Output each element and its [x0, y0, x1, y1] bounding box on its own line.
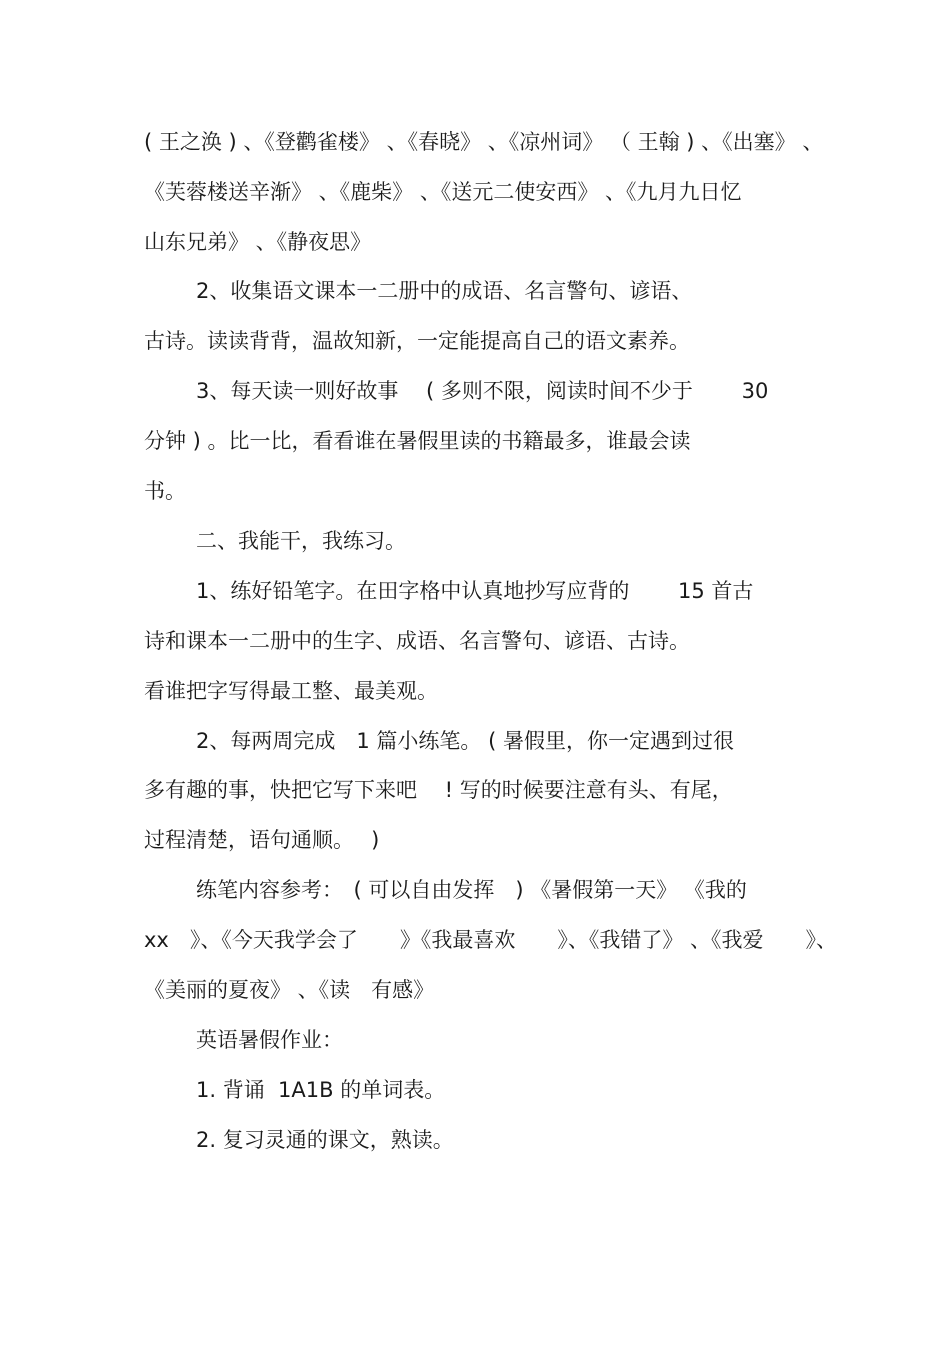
- text-line: 3、每天读一则好故事 ( 多则不限，阅读时间不少于 30: [196, 379, 769, 403]
- text-line: 分钟 ) 。比一比，看看谁在暑假里读的书籍最多，谁最会读: [144, 429, 691, 453]
- section-heading: 英语暑假作业：: [196, 1028, 343, 1052]
- text-line: 1、练好铅笔字。在田字格中认真地抄写应背的 15 首古: [196, 579, 754, 603]
- text-line: 书。: [144, 479, 186, 503]
- text-line: 山东兄弟》 、《静夜思》: [144, 230, 372, 254]
- text-line: 诗和课本一二册中的生字、成语、名言警句、谚语、古诗。: [144, 629, 690, 653]
- text-line: 练笔内容参考： ( 可以自由发挥 ) 《暑假第一天》 《我的: [196, 878, 747, 902]
- text-line: ( 王之涣 ) 、《登鹳雀楼》 、《春晓》 、《凉州词》 （ 王翰 ) 、《出塞》 、: [144, 130, 824, 154]
- section-heading: 二、我能干，我练习。: [196, 529, 406, 553]
- text-line: 2、每两周完成 1 篇小练笔。 ( 暑假里，你一定遇到过很: [196, 729, 734, 753]
- text-line: 古诗。读读背背，温故知新，一定能提高自己的语文素养。: [144, 329, 690, 353]
- text-line: 多有趣的事，快把它写下来吧 ! 写的时候要注意有头、有尾，: [144, 778, 733, 802]
- text-line: xx 》、《今天我学会了 》《我最喜欢 》、《我错了》 、《我爱 》、: [144, 928, 838, 952]
- text-line: 《芙蓉楼送辛渐》 、《鹿柴》 、《送元二使安西》 、《九月九日忆: [144, 180, 742, 204]
- text-line: 过程清楚，语句通顺。 ): [144, 828, 380, 852]
- text-line: 1. 背诵 1A1B 的单词表。: [196, 1078, 446, 1102]
- text-line: 2. 复习灵通的课文，熟读。: [196, 1128, 454, 1152]
- text-line: 《美丽的夏夜》 、《读 有感》: [144, 978, 435, 1002]
- text-line: 看谁把字写得最工整、最美观。: [144, 679, 438, 703]
- text-line: 2、收集语文课本一二册中的成语、名言警句、谚语、: [196, 279, 693, 303]
